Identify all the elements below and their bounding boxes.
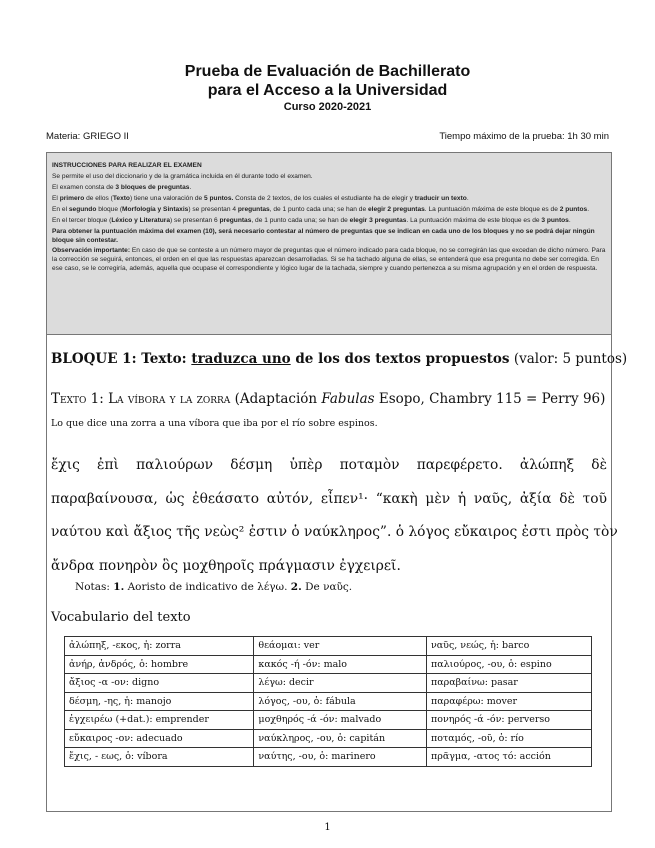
table-cell: ἐγχειρέω (+dat.): emprender bbox=[65, 711, 254, 730]
table-cell: λόγος, -ου, ὁ: fábula bbox=[254, 692, 427, 711]
vocabulary-table bbox=[64, 636, 592, 767]
instruction-third-block: En el tercer bloque (Léxico y Literatura) se presentan 6 preguntas, de 1 punto cada una; se han de elegir 3 preguntas. La puntuación máxima de este bloque es de 3 puntos. bbox=[52, 216, 571, 224]
instruction-blocks: El examen consta de 3 bloques de preguntas. bbox=[52, 183, 192, 191]
greek-line: ναύτου καὶ ἄξιος τῆς νεὼς² ἐστιν ὁ ναύκληρος”. ὁ λόγος εὔκαιρος ἐστι πρὸς τὸν bbox=[51, 524, 618, 540]
instructions-title: INSTRUCCIONES PARA REALIZAR EL EXAMEN bbox=[52, 162, 202, 169]
instruction-second-block: En el segundo bloque (Morfología y Sintaxis) se presentan 4 preguntas, de 1 punto cada una; se han de elegir 2 preguntas. La puntuación máxima de este bloque es de 2 puntos. bbox=[52, 205, 590, 213]
table-cell: ἔχις, - εως, ὁ: víbora bbox=[65, 748, 254, 767]
table-row bbox=[65, 711, 592, 730]
exam-course: Curso 2020-2021 bbox=[283, 101, 372, 113]
greek-line: ἔχις ἐπὶ παλιούρων δέσμη ὑπὲρ ποταμὸν παρεφέρετο. ἀλώπηξ δὲ bbox=[51, 457, 607, 473]
table-row bbox=[65, 692, 592, 711]
exam-title-line-1: Prueba de Evaluación de Bachillerato bbox=[184, 63, 471, 80]
table-cell: κακός -ή -όν: malo bbox=[254, 655, 427, 674]
table-cell: μοχθηρός -ά -όν: malvado bbox=[254, 711, 427, 730]
table-cell: ἀνήρ, ἀνδρός, ὁ: hombre bbox=[65, 655, 254, 674]
table-cell: παραβαίνω: pasar bbox=[426, 674, 591, 693]
table-cell: ποταμός, -οῦ, ὁ: río bbox=[426, 729, 591, 748]
table-cell: εὔκαιρος -ον: adecuado bbox=[65, 729, 254, 748]
text-1-title: Texto 1: La víbora y la zorra (Adaptación Fabulas Esopo, Chambry 115 = Perry 96) bbox=[51, 391, 606, 407]
instruction-dictionary: Se permite el uso del diccionario y de la gramática incluida en él durante todo el examen. bbox=[52, 172, 313, 180]
subject-label: Materia: GRIEGO II bbox=[46, 131, 129, 142]
block-1-heading: BLOQUE 1: Texto: traduzca uno de los dos textos propuestos (valor: 5 puntos) bbox=[51, 351, 628, 367]
table-cell: λέγω: decir bbox=[254, 674, 427, 693]
text-1-notes: Notas: 1. Aoristo de indicativo de λέγω. 2. De ναῦς. bbox=[75, 581, 353, 593]
instruction-first-block: El primero de ellos (Texto) tiene una valoración de 5 puntos. Consta de 2 textos, de los cuales el estudiante ha de elegir y traducir un texto. bbox=[52, 194, 469, 202]
exam-header bbox=[0, 62, 655, 114]
instructions-box bbox=[47, 153, 611, 335]
exam-title-line-2: para el Acceso a la Universidad bbox=[207, 82, 448, 99]
vocabulary-title: Vocabulario del texto bbox=[51, 610, 191, 625]
table-cell: δέσμη, -ης, ἡ: manojo bbox=[65, 692, 254, 711]
exam-frame bbox=[46, 152, 628, 812]
table-row bbox=[65, 637, 592, 656]
table-row bbox=[65, 655, 592, 674]
exam-meta-row bbox=[46, 131, 609, 142]
table-cell: ἀλώπηξ, -εκος, ἡ: zorra bbox=[65, 637, 254, 656]
table-row bbox=[65, 729, 592, 748]
table-cell: παλιούρος, -ου, ὁ: espino bbox=[426, 655, 591, 674]
max-time-label: Tiempo máximo de la prueba: 1h 30 min bbox=[439, 131, 609, 142]
text-1-intro: Lo que dice una zorra a una víbora que iba por el río sobre espinos. bbox=[51, 418, 378, 429]
table-cell: ναύκληρος, -ου, ὁ: capitán bbox=[254, 729, 427, 748]
table-cell: θεάομαι: ver bbox=[254, 637, 427, 656]
greek-line: ἄνδρα πονηρὸν ὃς μοχθηροῖς πράγμασιν ἐγχειρεῖ. bbox=[51, 557, 401, 574]
table-cell: ναύτης, -ου, ὁ: marinero bbox=[254, 748, 427, 767]
table-cell: ναῦς, νεώς, ἡ: barco bbox=[426, 637, 591, 656]
greek-text bbox=[51, 449, 618, 583]
page-number: 1 bbox=[324, 822, 331, 833]
table-cell: πονηρός -ά -όν: perverso bbox=[426, 711, 591, 730]
instruction-observation: Observación importante: En caso de que se conteste a un número mayor de preguntas que el número indicado para cada bloque, no se corregirán las que excedan de dicho número. Para la corrección se seguirá, entonces, el orden en el que las respuestas aparezcan desarrolladas. Si se ha tachado alguna de ellas, se entenderá que esa pregunta no debe ser corregida. En ese caso, se le corregiría, además, aquella que ocupase el correspondiente y lógico lugar de la tachada, siempre y cuando pertenezca a su misma agrupación y en el orden de respuesta. bbox=[52, 247, 606, 272]
table-row bbox=[65, 674, 592, 693]
table-cell: παραφέρω: mover bbox=[426, 692, 591, 711]
greek-line: παραβαίνουσα, ὡς ἐθεάσατο αὐτόν, εἶπεν¹· “κακὴ μὲν ἡ ναῦς, ἀξία δὲ τοῦ bbox=[51, 490, 607, 507]
instruction-max-score: Para obtener la puntuación máxima del examen (10), será necesario contestar al número de preguntas que se indican en cada uno de los bloques y no se podrá dejar ningún bloque sin contestar. bbox=[52, 227, 595, 244]
table-cell: ἄξιος -α -ον: digno bbox=[65, 674, 254, 693]
table-row bbox=[65, 748, 592, 767]
table-cell: πρᾶγμα, -ατος τό: acción bbox=[426, 748, 591, 767]
